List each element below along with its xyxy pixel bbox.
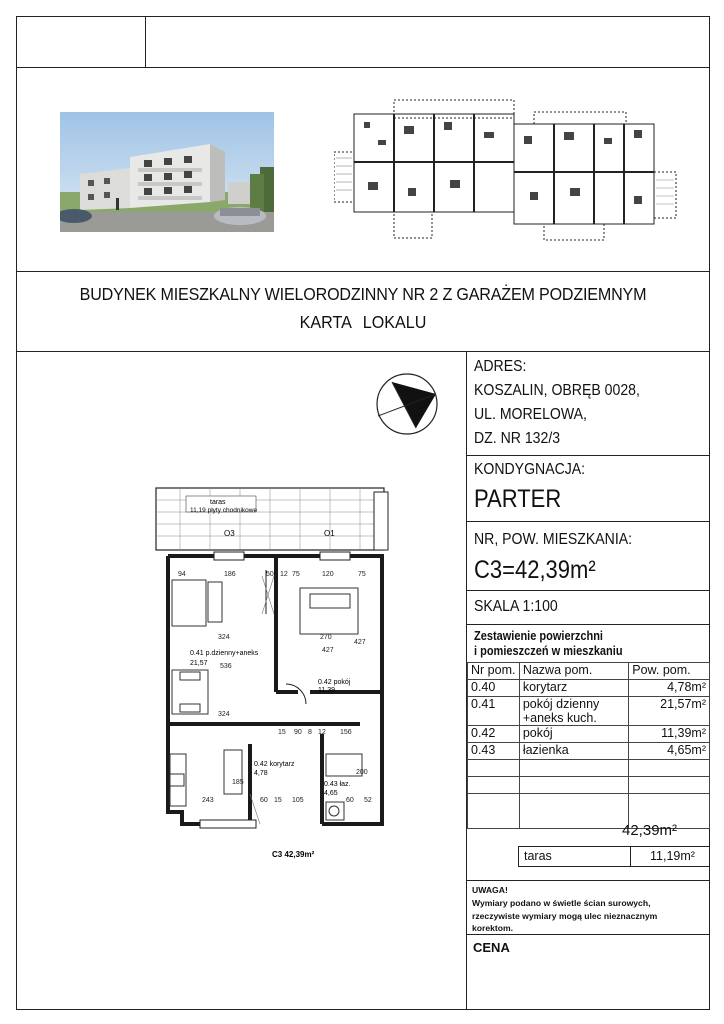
hatch <box>250 576 274 824</box>
corridor-label: 0.42 korytarz <box>254 761 295 768</box>
table-row <box>468 697 710 726</box>
terrace-col-divider-2 <box>630 846 631 866</box>
room-nr: 0.43 <box>468 743 520 760</box>
bedroom-label: 0.42 pokój <box>318 679 351 686</box>
dim-top-4: 12 <box>280 571 288 578</box>
col-area-header: Pow. pom. <box>629 663 710 680</box>
address-line-3: DZ. NR 132/3 <box>474 430 561 447</box>
summary-divider <box>466 880 710 881</box>
unit-divider <box>466 590 710 591</box>
room-name: pokój dzienny +aneks kuch. <box>519 697 628 726</box>
table-row <box>468 726 710 743</box>
dim-top-5: 75 <box>292 571 300 578</box>
dim-mid-2: 90 <box>294 729 302 736</box>
table-row <box>468 680 710 697</box>
dim-324-a: 324 <box>218 634 230 641</box>
room-area: 4,78m² <box>629 680 710 697</box>
table-row <box>468 743 710 760</box>
room-nr: 0.40 <box>468 680 520 697</box>
dim-mid-1: 15 <box>278 729 286 736</box>
col-name-header: Nazwa pom. <box>519 663 628 680</box>
plan-terrace-label: taras <box>210 499 226 506</box>
room-area: 21,57m² <box>629 697 710 726</box>
summary-heading-2: i pomieszczeń w mieszkaniu <box>474 644 623 658</box>
scale-divider <box>466 624 710 625</box>
corridor-area: 4,78 <box>254 770 268 777</box>
dim-200: 200 <box>356 769 368 776</box>
unit-value: C3=42,39m² <box>474 556 596 584</box>
bedroom-area: 11,39 <box>318 687 335 694</box>
bathroom-area: 4,65 <box>324 790 338 797</box>
dim-top-1: 94 <box>178 571 186 578</box>
bathroom-label: 0.43 łaz. <box>324 781 351 788</box>
dim-mid-5: 156 <box>340 729 352 736</box>
dim-top-6: 120 <box>322 571 334 578</box>
dim-427-b: 427 <box>354 639 366 646</box>
window-label-left: O3 <box>224 529 235 538</box>
room-nr: 0.41 <box>468 697 520 726</box>
dim-bottom-5: 60 <box>346 797 354 804</box>
price-label: CENA <box>473 940 510 955</box>
dim-427: 427 <box>322 647 334 654</box>
dim-bottom-2: 60 <box>260 797 268 804</box>
address-line-1: KOSZALIN, OBRĘB 0028, <box>474 382 640 399</box>
table-empty-row <box>468 760 710 777</box>
room-name: pokój <box>519 726 628 743</box>
terrace-label: taras <box>524 849 552 863</box>
notes-line-3: korektom. <box>472 923 514 933</box>
room-area: 4,65m² <box>629 743 710 760</box>
plan-terrace-text: 11,19 płyty chodnikowe <box>190 507 258 514</box>
dim-bottom-4: 105 <box>292 797 304 804</box>
dim-bottom-6: 52 <box>364 797 372 804</box>
notes-heading: UWAGA! <box>472 885 508 895</box>
living-room-area: 21,57 <box>190 660 208 667</box>
total-area: 42,39m² <box>622 822 678 839</box>
terrace-area <box>156 488 388 550</box>
address-divider <box>466 455 710 456</box>
table-empty-row <box>468 777 710 794</box>
room-name: łazienka <box>519 743 628 760</box>
unit-label: NR, POW. MIESZKANIA: <box>474 531 633 548</box>
window-label-right: O1 <box>324 529 335 538</box>
dim-536: 536 <box>220 663 232 670</box>
room-area: 11,39m² <box>629 726 710 743</box>
header-cell-divider <box>145 16 146 67</box>
north-arrow-icon <box>370 368 444 440</box>
level-label: KONDYGNACJA: <box>474 461 586 478</box>
notes-line-1: Wymiary podano w świetle ścian surowych, <box>472 898 651 908</box>
rooms-table <box>467 662 710 829</box>
floor-plan <box>150 484 400 864</box>
title-divider <box>16 351 710 352</box>
address-line-2: UL. MORELOWA, <box>474 406 587 423</box>
summary-heading-1: Zestawienie powierzchni <box>474 629 603 643</box>
dim-bottom-3: 15 <box>274 797 282 804</box>
dim-top-7: 75 <box>358 571 366 578</box>
card-title: KARTA LOKALU <box>299 312 427 332</box>
terrace-col-divider-1 <box>518 846 519 866</box>
living-room-label: 0.41 p.dzienny+aneks <box>190 650 259 657</box>
building-title: BUDYNEK MIESZKALNY WIELORODZINNY NR 2 Z GARAŻEM PODZIEMNYM <box>79 284 647 304</box>
plan-caption: C3 42,39m² <box>272 850 315 859</box>
dim-top-2: 186 <box>224 571 236 578</box>
dim-mid-4: 12 <box>318 729 326 736</box>
dim-bottom-1: 243 <box>202 797 214 804</box>
room-name: korytarz <box>519 680 628 697</box>
room-nr: 0.42 <box>468 726 520 743</box>
address-label: ADRES: <box>474 358 527 375</box>
scale-text: SKALA 1:100 <box>474 598 558 615</box>
col-nr-header: Nr pom. <box>468 663 520 680</box>
header-divider <box>16 67 710 68</box>
table-header-row <box>468 663 710 680</box>
dim-top-3: 50 <box>266 571 274 578</box>
dim-185: 185 <box>232 779 244 786</box>
level-divider <box>466 521 710 522</box>
terrace-area: 11,19m² <box>650 849 695 863</box>
notes-line-2: rzeczywiste wymiary mogą ulec nieznacznym <box>472 911 658 921</box>
building-photo <box>60 112 274 232</box>
dim-mid-3: 8 <box>308 729 312 736</box>
dim-324-b: 324 <box>218 711 230 718</box>
terrace-row-divider <box>518 866 710 867</box>
images-divider <box>16 271 710 272</box>
key-plan-drawing <box>334 92 686 242</box>
total-divider <box>518 846 710 847</box>
level-value: PARTER <box>474 485 562 513</box>
dim-270: 270 <box>320 634 332 641</box>
